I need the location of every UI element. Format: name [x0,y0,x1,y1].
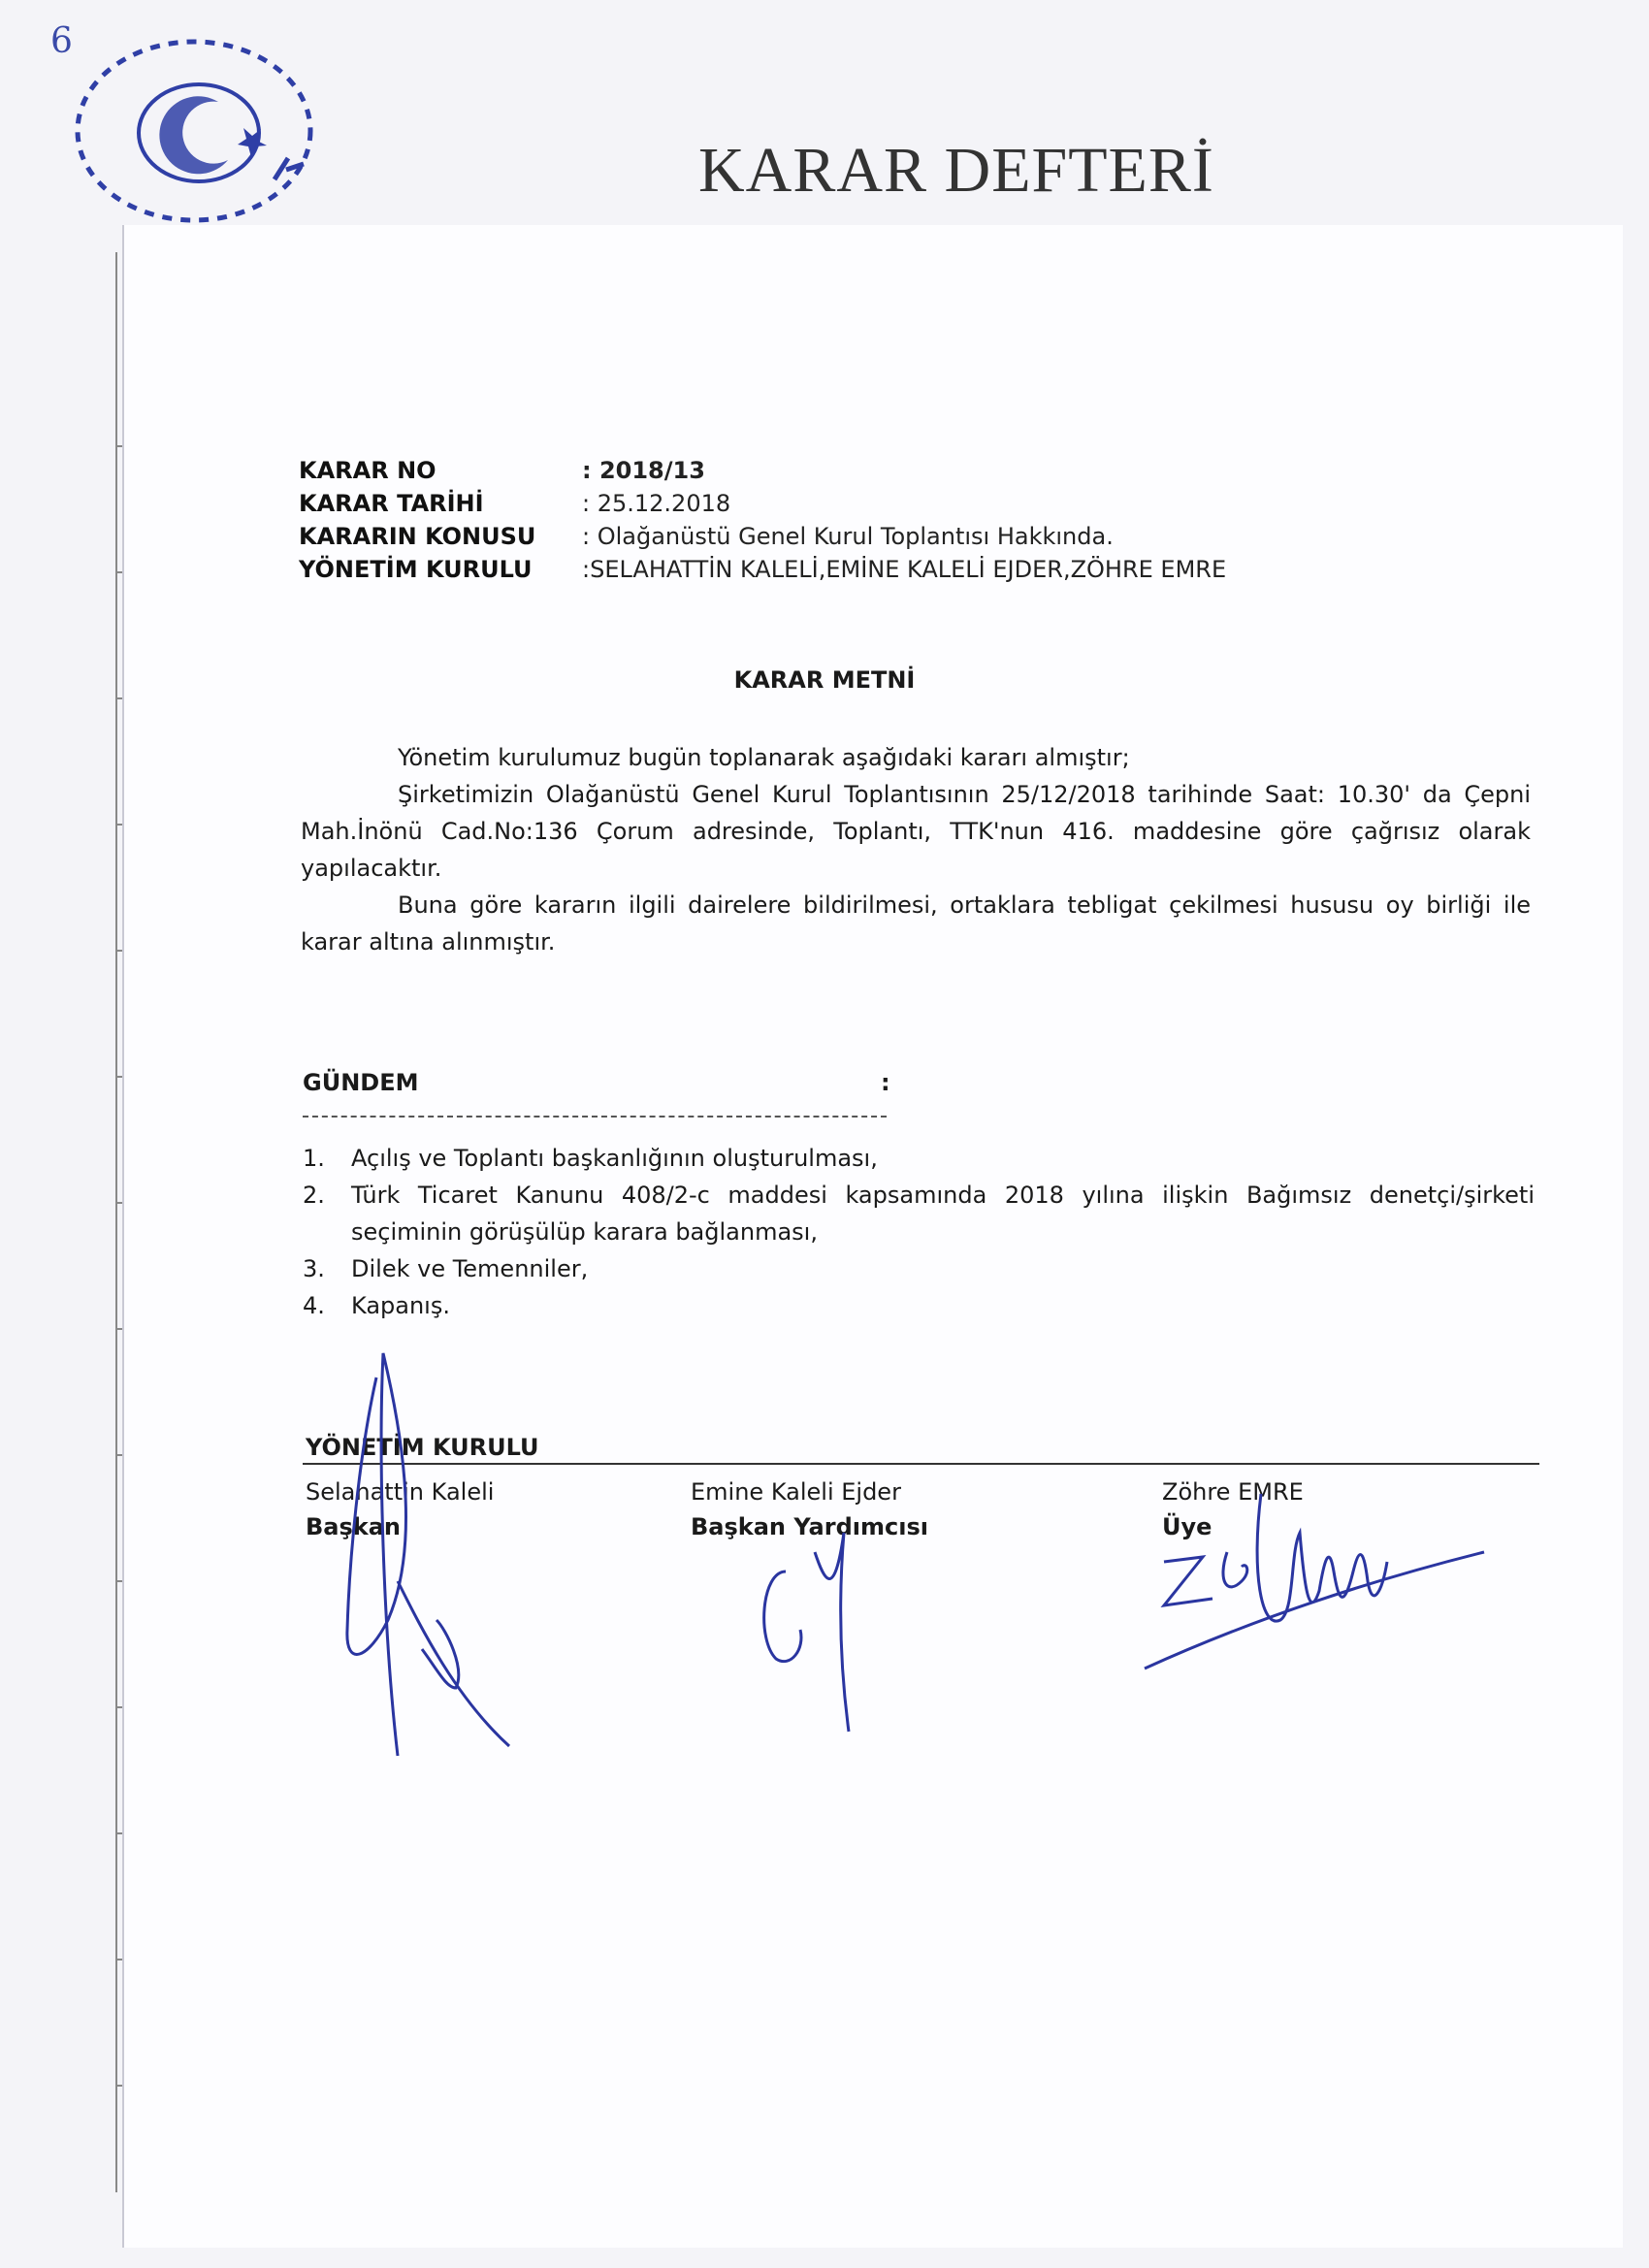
agenda-text: Türk Ticaret Kanunu 408/2-c maddesi kapsamında 2018 yılına ilişkin Bağımsız denetçi/şirketi seçiminin görüşülüp karara bağlanması, [351,1182,1535,1246]
meta-row-decision-date [299,487,1226,520]
meta-label: KARARIN KONUSU [299,523,536,550]
agenda-text: Dilek ve Temenniler, [351,1255,589,1282]
agenda-number: 1. [303,1145,325,1172]
board-signature-heading: YÖNETİM KURULU [306,1434,539,1461]
agenda-number: 2. [303,1182,325,1209]
list-item [303,1287,1535,1324]
meta-label: KARAR TARİHİ [299,490,484,517]
agenda-dashed-rule [303,1116,887,1118]
list-item [303,1140,1535,1177]
agenda-list [303,1140,1535,1324]
member-name: Zöhre EMRE [1162,1478,1304,1506]
meta-value: : 2018/13 [582,457,705,484]
book-title: KARAR DEFTERİ [698,135,1214,206]
member-role: Üye [1162,1513,1212,1540]
meta-label: KARAR NO [299,457,436,484]
agenda-heading: GÜNDEM [303,1069,419,1096]
list-item [303,1177,1535,1250]
decision-text-heading: KARAR METNİ [733,666,916,694]
signature-board-member [1135,1474,1494,1698]
decision-text-body [301,739,1531,960]
meta-row-decision-no [299,454,1226,487]
meta-label: YÖNETİM KURULU [299,556,533,583]
agenda-text: Kapanış. [351,1292,450,1319]
meta-value: : Olağanüstü Genel Kurul Toplantısı Hakkında. [582,523,1114,550]
agenda-heading-colon: : [881,1069,890,1096]
paragraph: Buna göre kararın ilgili dairelere bildirilmesi, ortaklara tebligat çekilmesi hususu oy birliği ile karar altına alınmıştır. [301,891,1531,956]
handwritten-page-number: 6 [50,21,73,61]
member-name: Emine Kaleli Ejder [691,1478,901,1506]
meta-value: : 25.12.2018 [582,490,731,517]
agenda-number: 4. [303,1292,325,1319]
decision-metadata [299,454,1226,586]
signature-vice-chairman [747,1513,873,1736]
member-role: Başkan Yardımcısı [691,1513,928,1540]
agenda-text: Açılış ve Toplantı başkanlığının oluşturulması, [351,1145,878,1172]
paragraph: Yönetim kurulumuz bugün toplanarak aşağıdaki kararı almıştır; [398,744,1130,771]
member-name: Selahattin Kaleli [306,1478,495,1506]
meta-row-board [299,553,1226,586]
agenda-number: 3. [303,1255,325,1282]
list-item [303,1250,1535,1287]
meta-row-subject [299,520,1226,553]
member-role: Başkan [306,1513,402,1540]
meta-value: :SELAHATTİN KALELİ,EMİNE KALELİ EJDER,ZÖHRE EMRE [582,556,1227,583]
notary-seal-stamp [53,24,335,238]
paragraph: Şirketimizin Olağanüstü Genel Kurul Toplantısının 25/12/2018 tarihinde Saat: 10.30' da Çepni Mah.İnönü Cad.No:136 Çorum adresinde, Toplantı, TTK'nun 416. maddesine göre çağrısız olarak yapılacaktır. [301,781,1531,882]
signature-chairman [330,1339,543,1766]
